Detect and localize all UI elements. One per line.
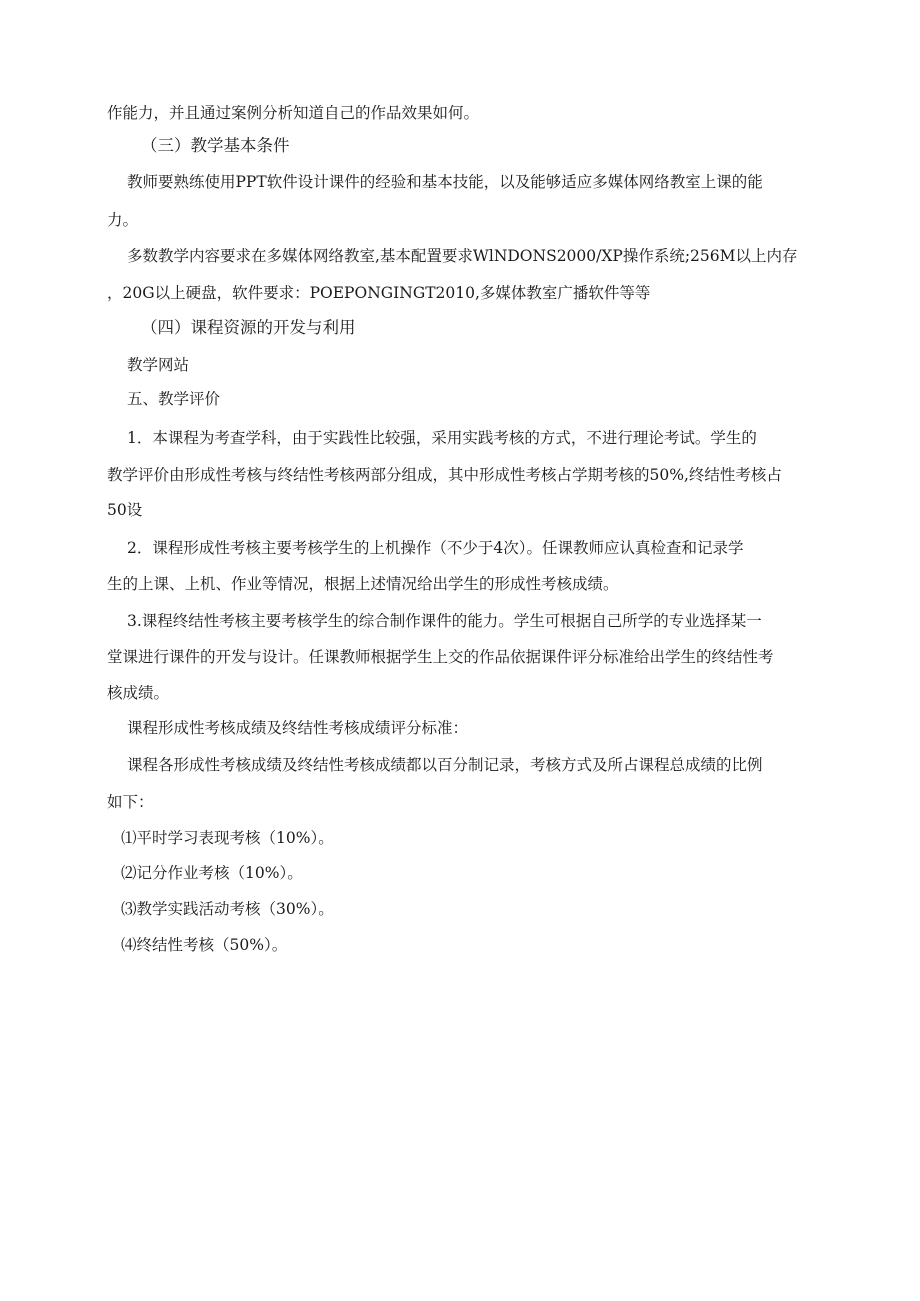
paragraph-evaluation-item-2-line-2: 生的上课、上机、作业等情况，根据上述情况给出学生的形成性考核成绩。: [107, 575, 619, 593]
list-item-homework: ⑵记分作业考核（10%）。: [121, 864, 303, 882]
section-heading-course-resources: （四）课程资源的开发与利用: [141, 318, 356, 337]
list-item-practice-activity: ⑶教学实践活动考核（30%）。: [121, 900, 334, 918]
paragraph-score-ratio-line-2: 如下：: [107, 793, 154, 811]
paragraph-evaluation-item-3-line-2: 堂课进行课件的开发与设计。任课教师根据学生上交的作品依据课件评分标准给出学生的终结性考: [107, 648, 774, 666]
paragraph-classroom-requirements-line-2: ，20G以上硬盘，软件要求：POEPONGINGT2010,多媒体教室广播软件等等: [107, 284, 651, 302]
paragraph-teaching-website: 教学网站: [127, 356, 190, 374]
paragraph-evaluation-item-3-line-1: 3.课程终结性考核主要考核学生的综合制作课件的能力。学生可根据自己所学的专业选择某一: [127, 612, 762, 630]
paragraph-teacher-requirements-line-2: 力。: [107, 211, 139, 229]
paragraph-teacher-requirements-line-1: 教师要熟练使用PPT软件设计课件的经验和基本技能，以及能够适应多媒体网络教室上课的能: [127, 173, 763, 191]
list-item-daily-performance: ⑴平时学习表现考核（10%）。: [121, 829, 334, 847]
paragraph-classroom-requirements-line-1: 多数教学内容要求在多媒体网络教室,基本配置要求WlNDONS2000/XP操作系统;256M以上内存: [127, 247, 798, 265]
paragraph-evaluation-item-3-line-3: 核成绩。: [107, 684, 170, 702]
section-heading-teaching-evaluation: 五、教学评价: [127, 390, 221, 408]
section-heading-teaching-conditions: （三）教学基本条件: [141, 136, 290, 155]
paragraph-scoring-standard: 课程形成性考核成绩及终结性考核成绩评分标准：: [127, 719, 469, 737]
paragraph-continuation-line-1: 作能力，并且通过案例分析知道自己的作品效果如何。: [107, 104, 480, 122]
paragraph-evaluation-item-1-line-2: 教学评价由形成性考核与终结性考核两部分组成，其中形成性考核占学期考核的50%,终结性考核占: [107, 466, 782, 484]
list-item-final-assessment: ⑷终结性考核（50%）。: [121, 936, 288, 954]
paragraph-evaluation-item-1-line-1: 1．本课程为考查学科，由于实践性比较强，采用实践考核的方式，不进行理论考试。学生的: [127, 429, 757, 447]
paragraph-evaluation-item-1-line-3: 50设: [107, 501, 143, 519]
paragraph-evaluation-item-2-line-1: 2．课程形成性考核主要考核学生的上机操作（不少于4次）。任课教师应认真检查和记录学: [127, 539, 744, 557]
paragraph-score-ratio-line-1: 课程各形成性考核成绩及终结性考核成绩都以百分制记录，考核方式及所占课程总成绩的比例: [127, 756, 763, 774]
